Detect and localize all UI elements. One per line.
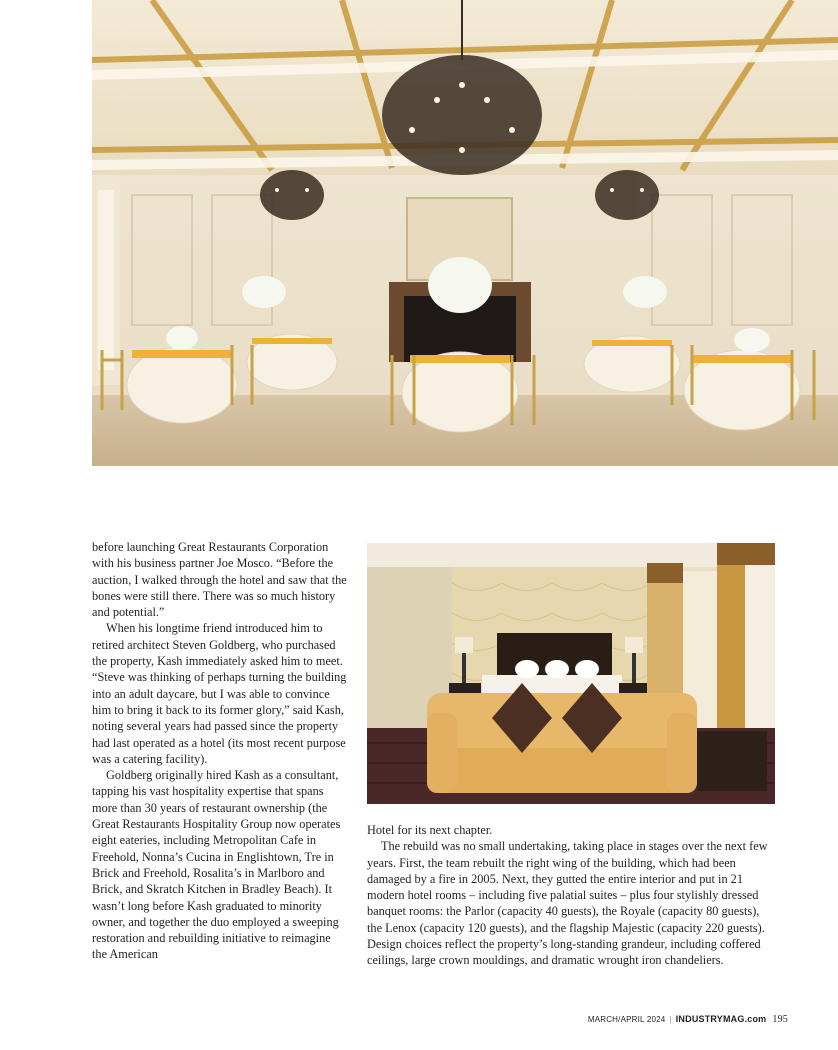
page-footer bbox=[588, 1014, 788, 1025]
issue-date: MARCH/APRIL 2024 bbox=[587, 1015, 666, 1024]
hotel-room-photo bbox=[367, 543, 775, 804]
footer-separator: | bbox=[669, 1015, 672, 1024]
article-left-column bbox=[92, 539, 348, 963]
site-link[interactable]: INDUSTRYMAG.com bbox=[675, 1014, 767, 1024]
paragraph: Goldberg originally hired Kash as a consultant, tapping his vast hospitality expertise that spans more than 30 years of restaurant ownership (the Great Restaurants Hospitality Group now operates eight eateries, including Metropolitan Cafe in Freehold, Nonna’s Cucina in Englishtown, Tre in Brick and Freehold, Rosalita’s in Marlboro and Brick, and Skratch Kitchen in Bradley Beach). It wasn’t long before Kash graduated to minority owner, and together the duo employed a sweeping restoration and rebuilding initiative to reimagine the American bbox=[92, 768, 341, 962]
paragraph: Hotel for its next chapter. bbox=[367, 823, 493, 837]
paragraph: before launching Great Restaurants Corporation with his business partner Joe Mosco. “Before the auction, I walked through the hotel and saw that the bones were still there. There was so much history and potential.” bbox=[92, 540, 347, 620]
article-right-column bbox=[367, 822, 777, 969]
ballroom-photo bbox=[92, 0, 838, 466]
page-number: 195 bbox=[772, 1014, 788, 1025]
paragraph: When his longtime friend introduced him to retired architect Steven Goldberg, who purchased the property, Kash immediately asked him to meet. “Steve was thinking of perhaps turning the building into an adult daycare, but I was able to convince him to bring it back to its former glory,” said Kash, noting several years had passed since the property had last operated as a hotel (its most recent purpose was a catering facility). bbox=[92, 621, 347, 766]
paragraph: The rebuild was no small undertaking, taking place in stages over the next few years. First, the team rebuilt the right wing of the building, which had been damaged by a fire in 2005. Next, they gutted the entire interior and put in 21 modern hotel rooms – including five palatial suites – plus four stylishly dressed banquet rooms: the Parlor (capacity 40 guests), the Royale (capacity 80 guests), the Lenox (capacity 120 guests), and the flagship Majestic (capacity 220 guests). Design choices reflect the property’s long-standing grandeur, including coffered ceilings, large crown mouldings, and dramatic wrought iron chandeliers. bbox=[367, 839, 768, 968]
